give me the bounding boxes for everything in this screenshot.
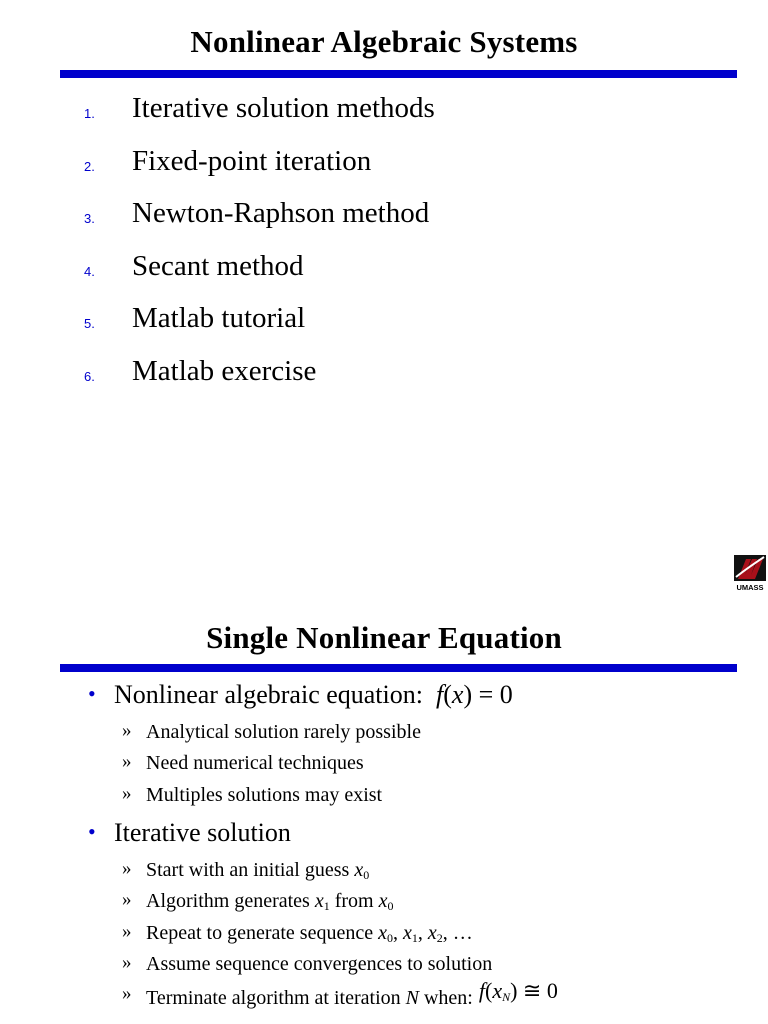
- title-rule: [60, 664, 737, 672]
- item-number: 2.: [84, 158, 95, 174]
- item-number: 5.: [84, 316, 95, 332]
- bullet-item: [0, 680, 768, 716]
- logo-text: UMASS: [736, 583, 764, 592]
- sub-marker: »: [122, 951, 132, 973]
- list-item: [0, 88, 768, 141]
- bullet-label: Nonlinear algebraic equation: f(x) = 0: [114, 680, 513, 709]
- sub-marker: »: [122, 858, 132, 879]
- slide-title: Nonlinear Algebraic Systems: [190, 24, 578, 59]
- sub-marker: »: [122, 889, 132, 911]
- sub-marker: »: [122, 720, 132, 741]
- item-label: Iterative solution methods: [132, 92, 435, 124]
- umass-logo: [732, 553, 768, 593]
- item-number: 6.: [84, 368, 95, 384]
- agenda-list: [0, 88, 768, 404]
- list-item: [0, 141, 768, 194]
- bullet-item: [0, 818, 768, 854]
- sub-label: Assume sequence convergences to solution: [146, 952, 493, 975]
- sub-marker: »: [122, 920, 132, 942]
- sub-item: [0, 747, 768, 778]
- item-number: 1.: [84, 106, 95, 121]
- slide-single-equation: [0, 600, 768, 1024]
- item-label: Secant method: [132, 249, 304, 282]
- sub-item: [0, 979, 768, 1010]
- termination-formula: $f(x_N)$ ≅ 0: [478, 978, 558, 1005]
- item-label: Matlab tutorial: [132, 302, 306, 335]
- sub-label: Multiples solutions may exist: [146, 783, 383, 806]
- item-number: 3.: [84, 211, 95, 227]
- item-label: Matlab exercise: [132, 354, 317, 387]
- sub-marker: »: [122, 751, 132, 773]
- sub-item: [0, 854, 768, 885]
- sub-label: Repeat to generate sequence $x_0$, $x_1$, $x_2$, …: [146, 921, 473, 945]
- sub-label: Terminate algorithm at iteration N when: $f(x_N)$ ≅ 0: [146, 978, 558, 1010]
- item-number: 4.: [84, 263, 95, 279]
- sub-label: Algorithm generates $x_1$ from $x_0$: [146, 890, 394, 914]
- sub-item: [0, 948, 768, 979]
- sub-marker: »: [122, 983, 132, 1005]
- list-item: [0, 351, 768, 404]
- sub-item: [0, 885, 768, 916]
- sub-item: [0, 716, 768, 747]
- title-rule: [60, 70, 737, 78]
- item-label: Newton-Raphson method: [132, 197, 430, 230]
- sub-item: [0, 779, 768, 810]
- sub-item: [0, 917, 768, 948]
- bullet-marker: •: [88, 681, 96, 706]
- bullet-section: [0, 680, 768, 810]
- item-label: Fixed-point iteration: [132, 144, 372, 177]
- bullet-label: Iterative solution: [114, 818, 291, 847]
- sub-marker: »: [122, 782, 132, 804]
- list-item: [0, 246, 768, 299]
- list-item: [0, 193, 768, 246]
- sub-label: Analytical solution rarely possible: [146, 721, 421, 743]
- bullet-section: [0, 818, 768, 1010]
- umass-logo-mark: [732, 553, 768, 593]
- sub-label: Start with an initial guess $x_0$: [146, 859, 370, 882]
- bullet-marker: •: [88, 819, 96, 844]
- slide-title: Single Nonlinear Equation: [206, 620, 562, 655]
- sub-label: Need numerical techniques: [146, 752, 364, 775]
- list-item: [0, 298, 768, 351]
